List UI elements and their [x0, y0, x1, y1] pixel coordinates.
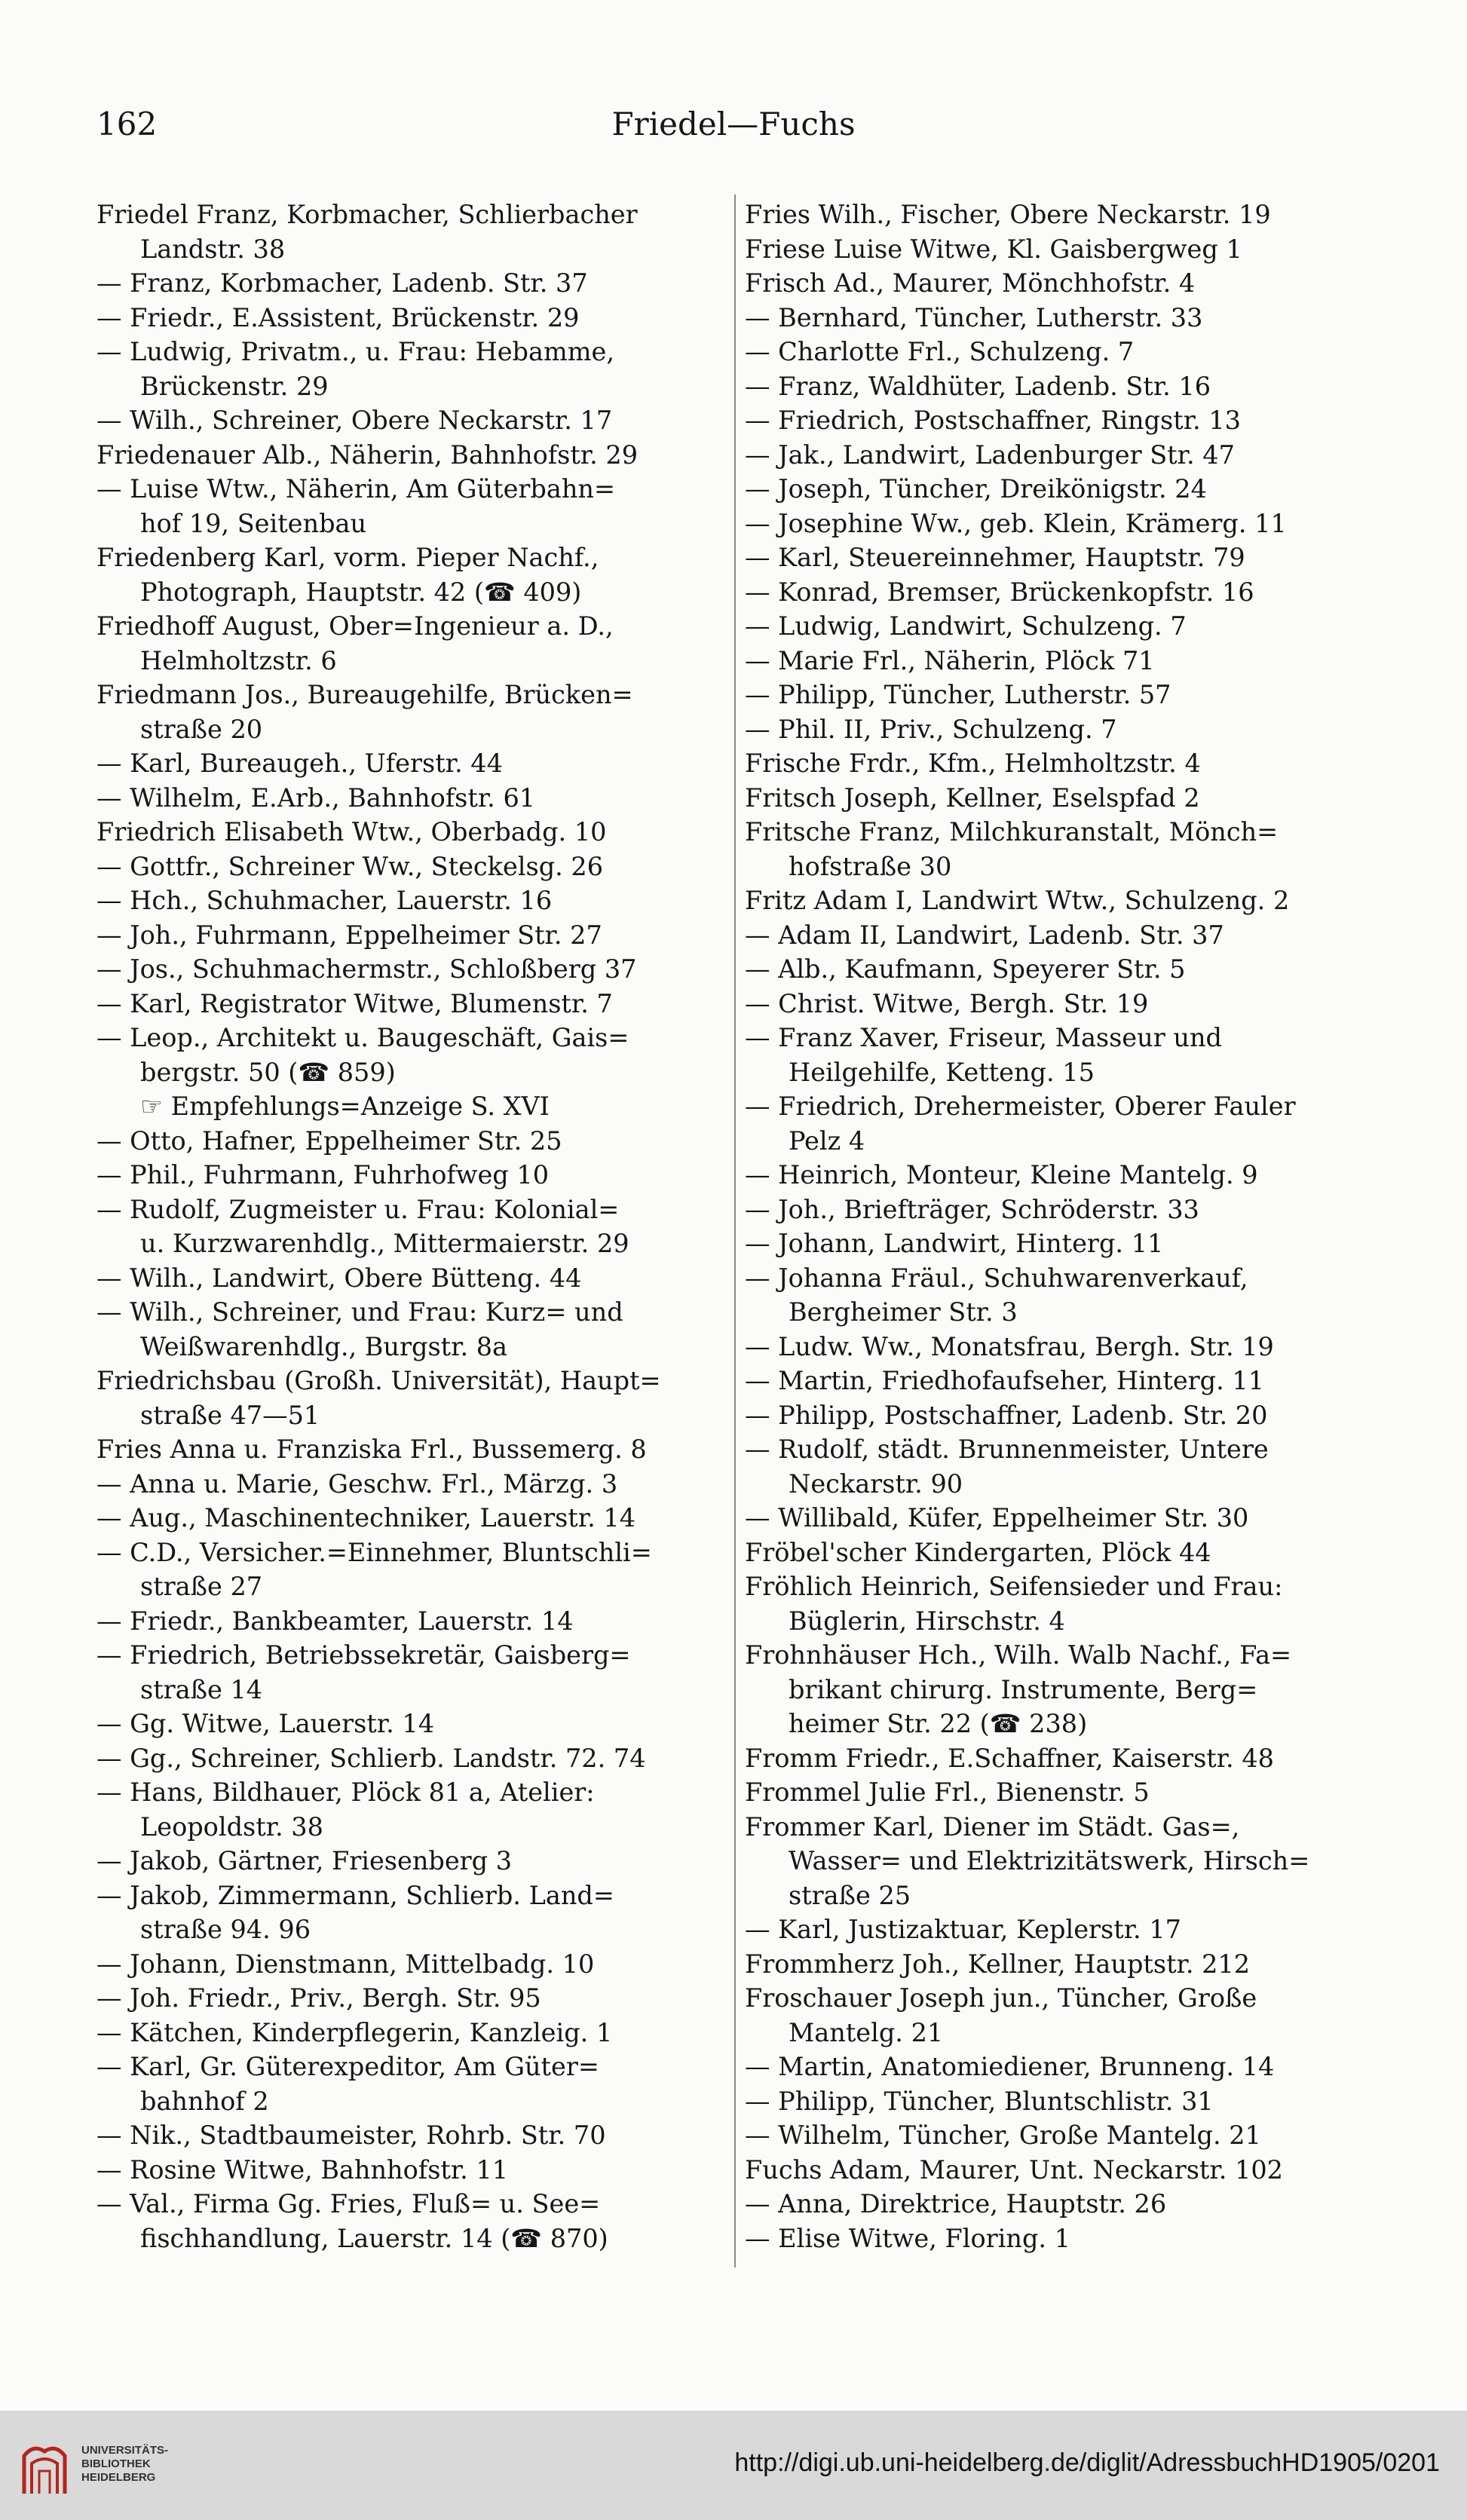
directory-entry-line: Fritz Adam I, Landwirt Wtw., Schulzeng. 2 [745, 886, 1290, 915]
directory-entry-line: — Franz, Waldhüter, Ladenb. Str. 16 [745, 371, 1211, 401]
directory-entry-line: — Aug., Maschinentechniker, Lauerstr. 14 [96, 1503, 636, 1533]
directory-entry-line: — Luise Wtw., Näherin, Am Güterbahn= [96, 474, 616, 504]
directory-entry-line: — Elise Witwe, Floring. 1 [745, 2223, 1070, 2253]
directory-entry-line: — Karl, Justizaktuar, Keplerstr. 17 [745, 1915, 1181, 1944]
directory-entry-line: straße 20 [140, 714, 263, 744]
directory-entry-line: — Charlotte Frl., Schulzeng. 7 [745, 337, 1135, 366]
directory-entry-line: — Johann, Dienstmann, Mittelbadg. 10 [96, 1949, 595, 1979]
directory-entry-line: — Kätchen, Kinderpflegerin, Kanzleig. 1 [96, 2017, 613, 2047]
directory-entry-line: — Ludwig, Privatm., u. Frau: Hebamme, [96, 337, 614, 366]
directory-entry-line: — Rudolf, Zugmeister u. Frau: Kolonial= [96, 1194, 620, 1224]
directory-entry-line: Fromm Friedr., E.Schaffner, Kaiserstr. 48 [745, 1743, 1274, 1773]
directory-entry-line: — Josephine Ww., geb. Klein, Krämerg. 11 [745, 508, 1287, 538]
directory-entry-line: — Konrad, Bremser, Brückenkopfstr. 16 [745, 577, 1254, 607]
directory-entry-line: Wasser= und Elektrizitätswerk, Hirsch= [789, 1846, 1310, 1875]
directory-entry-line: — Martin, Anatomiediener, Brunneng. 14 [745, 2052, 1275, 2081]
directory-entry-line: — Friedr., Bankbeamter, Lauerstr. 14 [96, 1606, 574, 1636]
directory-entry-line: — Friedrich, Postschaffner, Ringstr. 13 [745, 406, 1241, 435]
directory-entry-line: — Rosine Witwe, Bahnhofstr. 11 [96, 2154, 509, 2185]
directory-entry-line: Fritsche Franz, Milchkuranstalt, Mönch= [745, 817, 1279, 847]
directory-entry-line: — Joh. Friedr., Priv., Bergh. Str. 95 [96, 1983, 541, 2013]
directory-entry-line: Weißwarenhdlg., Burgstr. 8a [140, 1331, 508, 1361]
directory-entry-line: Fuchs Adam, Maurer, Unt. Neckarstr. 102 [745, 2154, 1283, 2185]
directory-entry-line: Mantelg. 21 [789, 2017, 944, 2047]
directory-entry-line: — Karl, Gr. Güterexpeditor, Am Güter= [96, 2052, 599, 2081]
directory-entry-line: Fröbel'scher Kindergarten, Plöck 44 [745, 1537, 1211, 1567]
directory-entry-line: Leopoldstr. 38 [140, 1811, 323, 1842]
directory-entry-line: — Philipp, Postschaffner, Ladenb. Str. 20 [745, 1400, 1268, 1430]
directory-entry-line: Friedrich Elisabeth Wtw., Oberbadg. 10 [96, 817, 607, 847]
directory-entry-line: Heilgehilfe, Ketteng. 15 [789, 1057, 1095, 1087]
directory-entry-line: Friedhoff August, Ober=Ingenieur a. D., [96, 611, 614, 641]
directory-entry-line: — Christ. Witwe, Bergh. Str. 19 [745, 988, 1149, 1018]
page-header [0, 106, 1467, 151]
directory-entry-line: straße 47—51 [140, 1400, 320, 1430]
directory-entry-line: — Jakob, Gärtner, Friesenberg 3 [96, 1846, 513, 1875]
directory-entry-line: — Hans, Bildhauer, Plöck 81 a, Atelier: [96, 1777, 595, 1807]
directory-entry-line: — Wilhelm, E.Arb., Bahnhofstr. 61 [96, 782, 536, 813]
directory-entry-line: Frommer Karl, Diener im Städt. Gas=, [745, 1811, 1240, 1842]
directory-entry-line: ☞ Empfehlungs=Anzeige S. XVI [140, 1092, 550, 1121]
directory-entry-line: — Ludwig, Landwirt, Schulzeng. 7 [745, 611, 1187, 641]
directory-entry-line: — Bernhard, Tüncher, Lutherstr. 33 [745, 302, 1203, 332]
logo-line-1: UNIVERSITÄTS- [81, 2444, 169, 2457]
directory-entry-line: — Willibald, Küfer, Eppelheimer Str. 30 [745, 1503, 1249, 1533]
directory-entry-line: — Wilhelm, Tüncher, Große Mantelg. 21 [745, 2120, 1261, 2150]
directory-entry-line: hofstraße 30 [789, 851, 952, 881]
library-logo[interactable] [18, 2435, 184, 2503]
directory-entry-line: — Val., Firma Gg. Fries, Fluß= u. See= [96, 2189, 601, 2218]
directory-entry-line: — Philipp, Tüncher, Bluntschlistr. 31 [745, 2086, 1214, 2116]
directory-entry-line: — Martin, Friedhofaufseher, Hinterg. 11 [745, 1366, 1265, 1395]
directory-entry-line: straße 27 [140, 1572, 263, 1601]
directory-entry-line: Frohnhäuser Hch., Wilh. Walb Nachf., Fa= [745, 1640, 1292, 1670]
directory-entry-line: bergstr. 50 (☎ 859) [140, 1057, 396, 1087]
directory-entry-line: Friese Luise Witwe, Kl. Gaisbergweg 1 [745, 234, 1242, 264]
library-logo-text [81, 2444, 168, 2485]
directory-entry-line: u. Kurzwarenhdlg., Mittermaierstr. 29 [140, 1229, 629, 1258]
directory-entry-line: — Phil. II, Priv., Schulzeng. 7 [745, 714, 1117, 744]
directory-entry-line: — Karl, Steuereinnehmer, Hauptstr. 79 [745, 543, 1245, 572]
directory-entry-line: — Nik., Stadtbaumeister, Rohrb. Str. 70 [96, 2120, 606, 2150]
directory-entry-line: Frische Frdr., Kfm., Helmholtzstr. 4 [745, 749, 1201, 778]
directory-entry-line: — Adam II, Landwirt, Ladenb. Str. 37 [745, 920, 1224, 950]
library-seal-icon [18, 2441, 71, 2495]
directory-entry-line: — Wilh., Landwirt, Obere Bütteng. 44 [96, 1263, 582, 1293]
directory-entry-line: straße 94. 96 [140, 1915, 311, 1944]
directory-entry-line: — Anna u. Marie, Geschw. Frl., Märzg. 3 [96, 1468, 618, 1499]
directory-entry-line: — Gottfr., Schreiner Ww., Steckelsg. 26 [96, 851, 604, 881]
directory-entry-line: — Leop., Architekt u. Baugeschäft, Gais= [96, 1023, 629, 1052]
page-title: Friedel—Fuchs [611, 106, 856, 142]
directory-entry-line: — Philipp, Tüncher, Lutherstr. 57 [745, 680, 1171, 709]
directory-entry-line: straße 25 [789, 1880, 911, 1910]
directory-entry-line: — Karl, Registrator Witwe, Blumenstr. 7 [96, 988, 613, 1018]
directory-entry-line: Helmholtzstr. 6 [140, 645, 337, 675]
directory-entry-line: Landstr. 38 [140, 234, 286, 264]
directory-entry-line: — Rudolf, städt. Brunnenmeister, Untere [745, 1435, 1269, 1464]
logo-line-2: BIBLIOTHEK [81, 2457, 151, 2470]
directory-entry-line: Frommel Julie Frl., Bienenstr. 5 [745, 1777, 1150, 1807]
directory-entry-line: — Jak., Landwirt, Ladenburger Str. 47 [745, 439, 1235, 470]
directory-entry-line: Friedenauer Alb., Näherin, Bahnhofstr. 29 [96, 439, 639, 470]
directory-entry-line: heimer Str. 22 (☎ 238) [789, 1709, 1088, 1738]
source-url[interactable]: http://digi.ub.uni-heidelberg.de/diglit/AdressbuchHD1905/0201 [734, 2448, 1440, 2477]
directory-entry-line: Fritsch Joseph, Kellner, Eselspfad 2 [745, 782, 1200, 813]
directory-entry-line: — Wilh., Schreiner, und Frau: Kurz= und [96, 1297, 623, 1327]
directory-entry-line: Brückenstr. 29 [140, 371, 329, 401]
directory-entry-line: — Friedr., E.Assistent, Brückenstr. 29 [96, 302, 580, 332]
directory-entry-line: — Anna, Direktrice, Hauptstr. 26 [745, 2189, 1167, 2218]
directory-entry-line: — Alb., Kaufmann, Speyerer Str. 5 [745, 954, 1186, 984]
directory-entry-line: straße 14 [140, 1674, 263, 1704]
directory-entry-line: Froschauer Joseph jun., Tüncher, Große [745, 1983, 1257, 2013]
directory-entry-line: Friedenberg Karl, vorm. Pieper Nachf., [96, 543, 599, 572]
right-column [745, 197, 1371, 2255]
directory-entry-line: — Friedrich, Betriebssekretär, Gaisberg= [96, 1640, 631, 1670]
directory-entry-line: — Joh., Briefträger, Schröderstr. 33 [745, 1194, 1199, 1224]
directory-entry-line: — Heinrich, Monteur, Kleine Mantelg. 9 [745, 1160, 1258, 1190]
directory-entry-line: — Johanna Fräul., Schuhwarenverkauf, [745, 1263, 1248, 1293]
left-column [96, 197, 730, 2255]
directory-entry-line: hof 19, Seitenbau [140, 508, 367, 538]
directory-entry-line: Fröhlich Heinrich, Seifensieder und Frau: [745, 1572, 1283, 1601]
footer-bar [0, 2411, 1467, 2520]
directory-entry-line: — Marie Frl., Näherin, Plöck 71 [745, 645, 1155, 675]
directory-entry-line: Friedmann Jos., Bureaugehilfe, Brücken= [96, 680, 633, 709]
directory-entry-line: Neckarstr. 90 [789, 1468, 963, 1499]
directory-entry-line: Frommherz Joh., Kellner, Hauptstr. 212 [745, 1949, 1251, 1979]
directory-entry-line: — Hch., Schuhmacher, Lauerstr. 16 [96, 886, 553, 915]
column-divider [734, 194, 736, 2267]
directory-entry-line: — Ludw. Ww., Monatsfrau, Bergh. Str. 19 [745, 1331, 1274, 1361]
directory-entry-line: — Karl, Bureaugeh., Uferstr. 44 [96, 749, 503, 778]
directory-entry-line: — Friedrich, Drehermeister, Oberer Fauler [745, 1092, 1296, 1121]
directory-entry-line: — Johann, Landwirt, Hinterg. 11 [745, 1229, 1164, 1258]
directory-entry-line: — Franz Xaver, Friseur, Masseur und [745, 1023, 1222, 1052]
directory-entry-line: Bergheimer Str. 3 [789, 1297, 1018, 1327]
directory-entry-line: — Jos., Schuhmachermstr., Schloßberg 37 [96, 954, 637, 984]
directory-entry-line: Friedel Franz, Korbmacher, Schlierbacher [96, 200, 638, 229]
directory-entry-line: — Wilh., Schreiner, Obere Neckarstr. 17 [96, 406, 613, 435]
directory-entry-line: — Jakob, Zimmermann, Schlierb. Land= [96, 1880, 614, 1910]
directory-entry-line: — C.D., Versicher.=Einnehmer, Bluntschli= [96, 1537, 652, 1567]
directory-entry-line: Friedrichsbau (Großh. Universität), Haupt= [96, 1366, 661, 1395]
directory-entry-line: Büglerin, Hirschstr. 4 [789, 1606, 1065, 1636]
directory-entry-line: fischhandlung, Lauerstr. 14 (☎ 870) [140, 2223, 608, 2253]
directory-entry-line: Pelz 4 [789, 1125, 865, 1156]
page-number: 162 [96, 106, 158, 142]
directory-entry-line: — Otto, Hafner, Eppelheimer Str. 25 [96, 1125, 562, 1156]
directory-entry-line: Fries Anna u. Franziska Frl., Bussemerg. 8 [96, 1435, 647, 1464]
directory-entry-line: — Gg., Schreiner, Schlierb. Landstr. 72. 74 [96, 1743, 646, 1773]
directory-entry-line: Frisch Ad., Maurer, Mönchhofstr. 4 [745, 268, 1196, 298]
directory-entry-line: Photograph, Hauptstr. 42 (☎ 409) [140, 577, 582, 607]
directory-entry-line: — Gg. Witwe, Lauerstr. 14 [96, 1709, 435, 1738]
directory-entry-line: Fries Wilh., Fischer, Obere Neckarstr. 19 [745, 200, 1271, 229]
directory-entry-line: — Joseph, Tüncher, Dreikönigstr. 24 [745, 474, 1207, 504]
directory-entry-line: — Franz, Korbmacher, Ladenb. Str. 37 [96, 268, 588, 298]
directory-entry-line: brikant chirurg. Instrumente, Berg= [789, 1674, 1258, 1704]
directory-entry-line: — Phil., Fuhrmann, Fuhrhofweg 10 [96, 1160, 550, 1190]
directory-entry-line: — Joh., Fuhrmann, Eppelheimer Str. 27 [96, 920, 602, 950]
logo-line-3: HEIDELBERG [81, 2471, 156, 2484]
directory-entry-line: bahnhof 2 [140, 2086, 269, 2116]
